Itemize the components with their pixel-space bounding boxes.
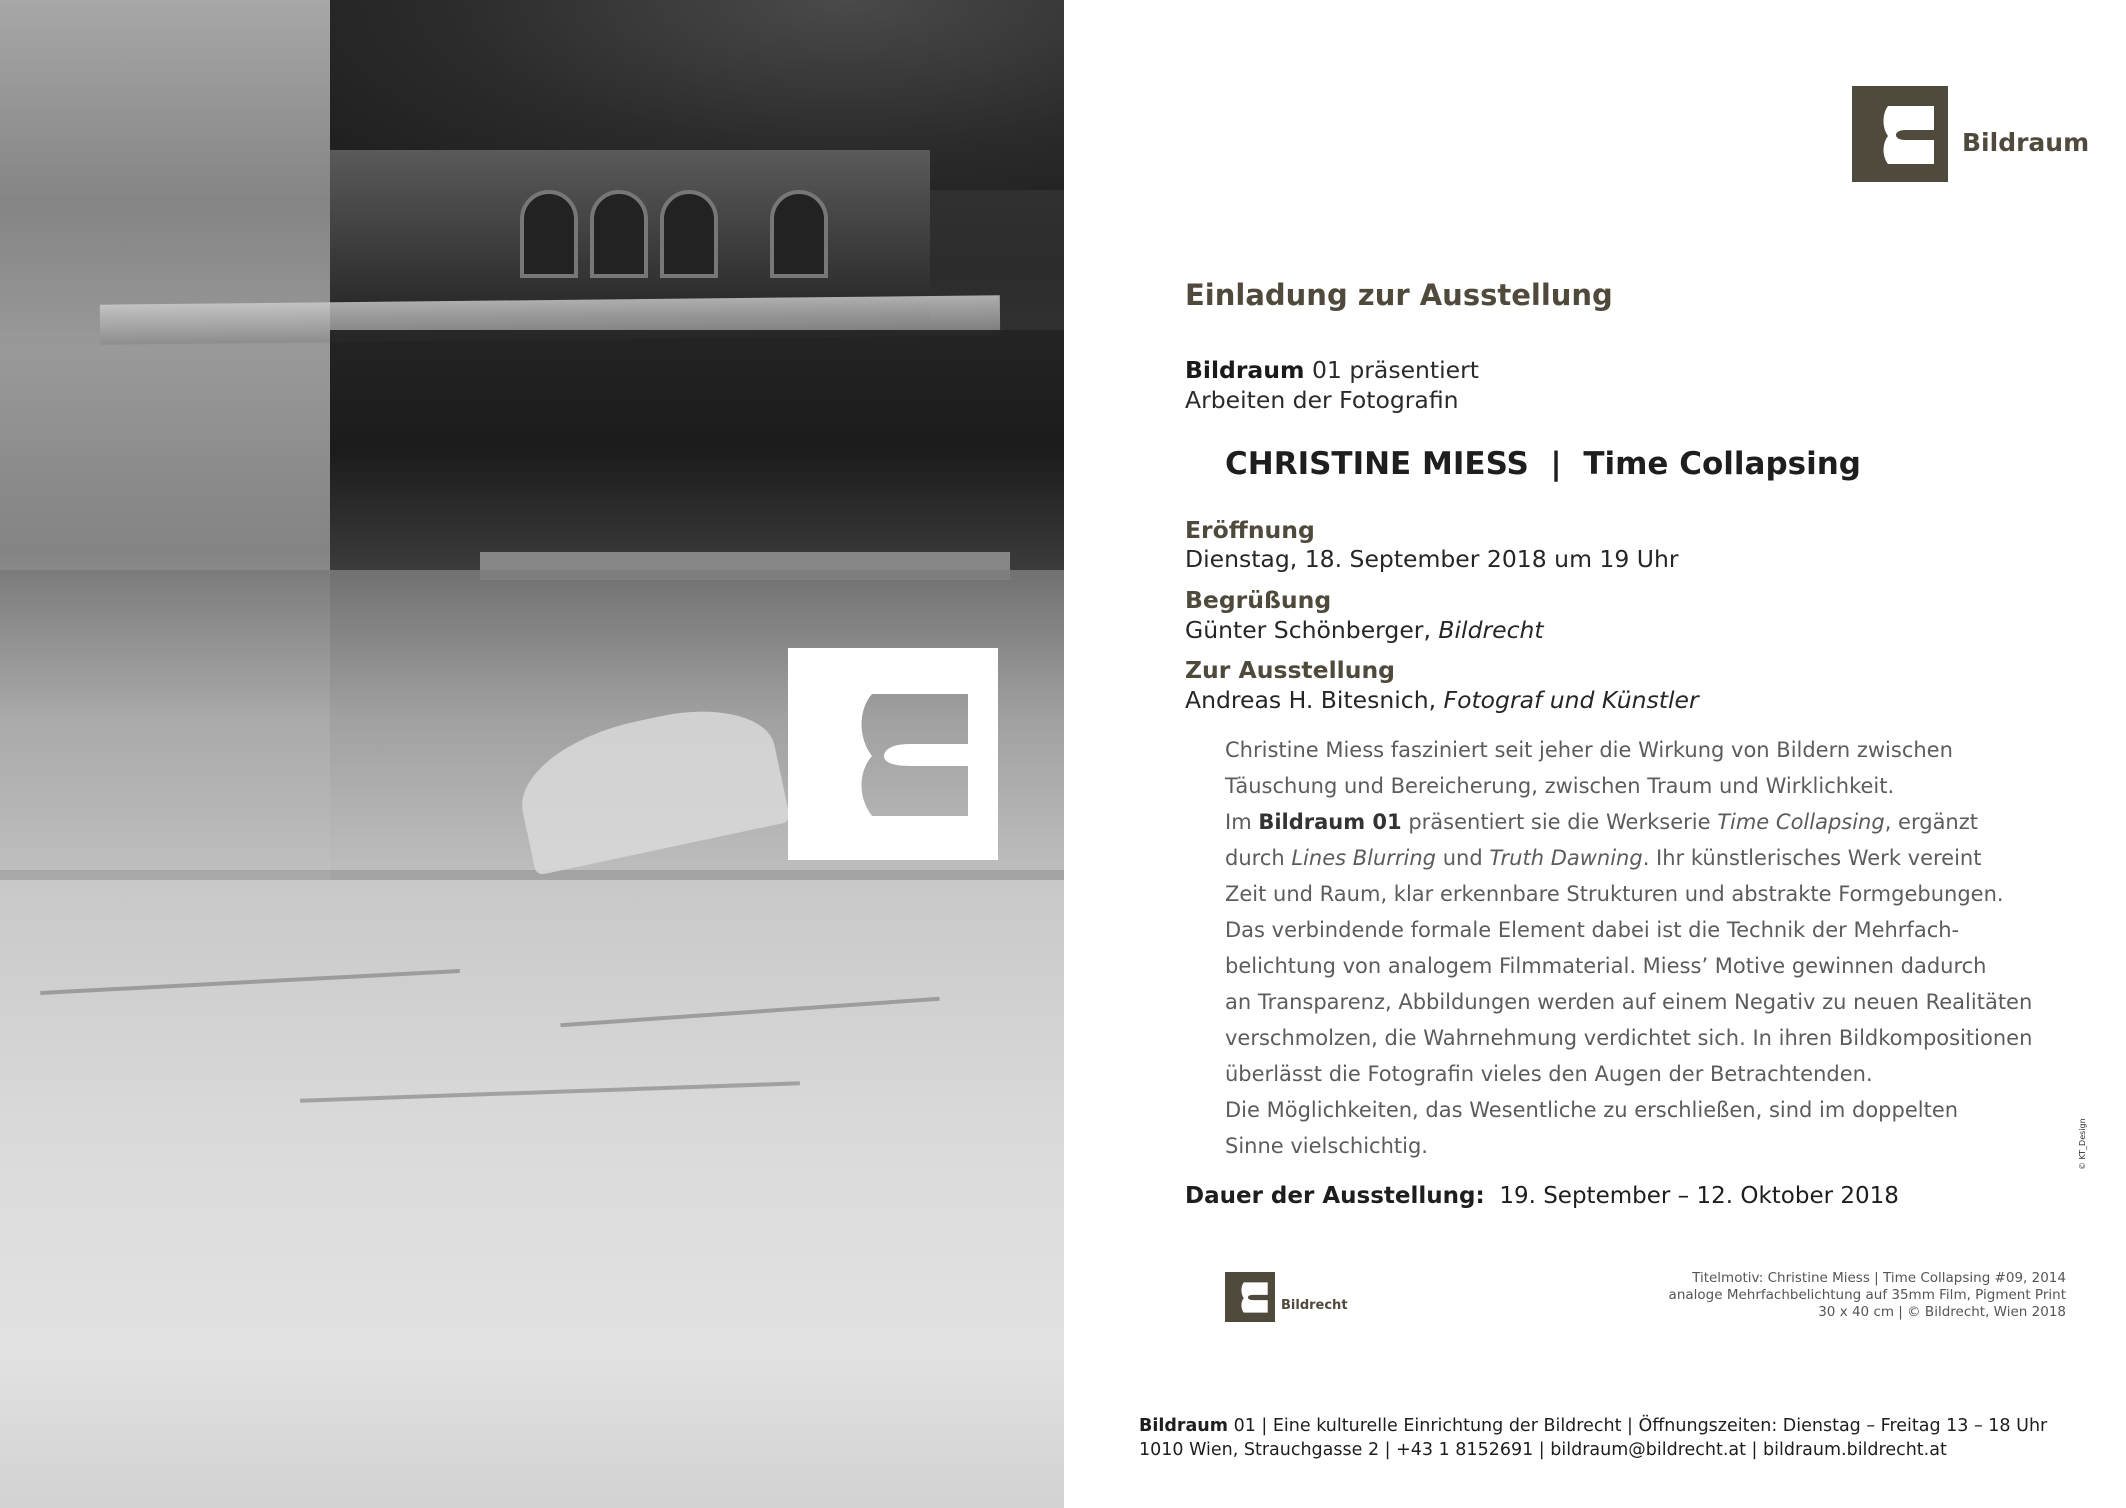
welcome-role: Bildrecht [1438,616,1544,644]
embankment-wall [330,330,1064,570]
credit-line: analoge Mehrfachbelichtung auf 35mm Film, Pigment Print [1668,1287,2066,1303]
desc-line: Täuschung und Bereicherung, zwischen Traum und Wirklichkeit. [1225,774,1895,798]
welcome-speaker: Günter Schönberger, [1185,616,1439,644]
desc-line: Das verbindende formale Element dabei ist die Technik der Mehrfach- [1225,918,1960,942]
exhibition-description [1225,732,2033,1164]
image-credit [1560,1270,2066,1321]
credit-line: 30 x 40 cm | © Bildrecht, Wien 2018 [1818,1304,2066,1320]
bildraum-logo-icon [1852,86,1948,182]
brand-name: Bildraum [1962,128,2090,157]
desc-line: durch Lines Blurring und Truth Dawning. Ihr künstlerisches Werk vereint [1225,846,1982,870]
desc-line: überlässt die Fotografin vieles den Augen der Betrachtenden. [1225,1062,1873,1086]
introduction-role: Fotograf und Künstler [1443,686,1699,714]
duration-value: 19. September – 12. Oktober 2018 [1499,1183,1899,1209]
opening-value: Dienstag, 18. September 2018 um 19 Uhr [1185,545,1679,573]
opening-label: Eröffnung [1185,516,1315,544]
desc-line: an Transparenz, Abbildungen werden auf einem Negativ zu neuen Realitäten [1225,990,2033,1014]
venue-suffix: 01 präsentiert [1304,356,1480,384]
presents-line-1 [1185,356,1479,384]
introduction-speaker: Andreas H. Bitesnich, [1185,686,1444,714]
desc-line: Zeit und Raum, klar erkennbare Strukturen und abstrakte Formgebungen. [1225,882,2004,906]
presents-line-2: Arbeiten der Fotografin [1185,386,1459,414]
desc-line: Im Bildraum 01 präsentiert sie die Werkserie Time Collapsing, ergänzt [1225,810,1979,834]
exhibition-duration [1185,1183,1899,1209]
footer-line-2: 1010 Wien, Strauchgasse 2 | +43 1 8152691 | bildraum@bildrecht.at | bildraum.bildrecht.at [1139,1440,1947,1460]
desc-line: belichtung von analogem Filmmaterial. Miess’ Motive gewinnen dadurch [1225,954,1987,978]
footer-line-1: Bildraum 01 | Eine kulturelle Einrichtung der Bildrecht | Öffnungszeiten: Dienstag – Freitag 13 – 18 Uhr [1139,1416,2048,1436]
bildrecht-logo-icon [1225,1272,1275,1322]
venue-name: Bildraum [1185,356,1305,384]
credit-line: Titelmotiv: Christine Miess | Time Collapsing #09, 2014 [1692,1270,2066,1286]
desc-line: Die Möglichkeiten, das Wesentliche zu erschließen, sind im doppelten [1225,1098,1959,1122]
duration-label: Dauer der Ausstellung: [1185,1183,1485,1209]
foreground-ground [0,880,1064,1508]
welcome-label: Begrüßung [1185,586,1332,614]
desc-line: Christine Miess fasziniert seit jeher die Wirkung von Bildern zwischen [1225,738,1953,762]
white-logo-mark [788,648,998,860]
introduction-label: Zur Ausstellung [1185,656,1395,684]
invitation-title: Einladung zur Ausstellung [1185,278,1613,312]
exhibition-headline: CHRISTINE MIESS | Time Collapsing [1225,446,1861,482]
designer-credit: © KT_Design [2078,1118,2087,1170]
bildrecht-name: Bildrecht [1281,1298,1348,1313]
desc-line: Sinne vielschichtig. [1225,1134,1428,1158]
introduction-value [1185,686,1699,714]
welcome-value [1185,616,1544,644]
footer-venue: Bildraum [1139,1416,1228,1436]
building-facade [330,150,930,320]
desc-line: verschmolzen, die Wahrnehmung verdichtet sich. In ihren Bildkompositionen [1225,1026,2033,1050]
